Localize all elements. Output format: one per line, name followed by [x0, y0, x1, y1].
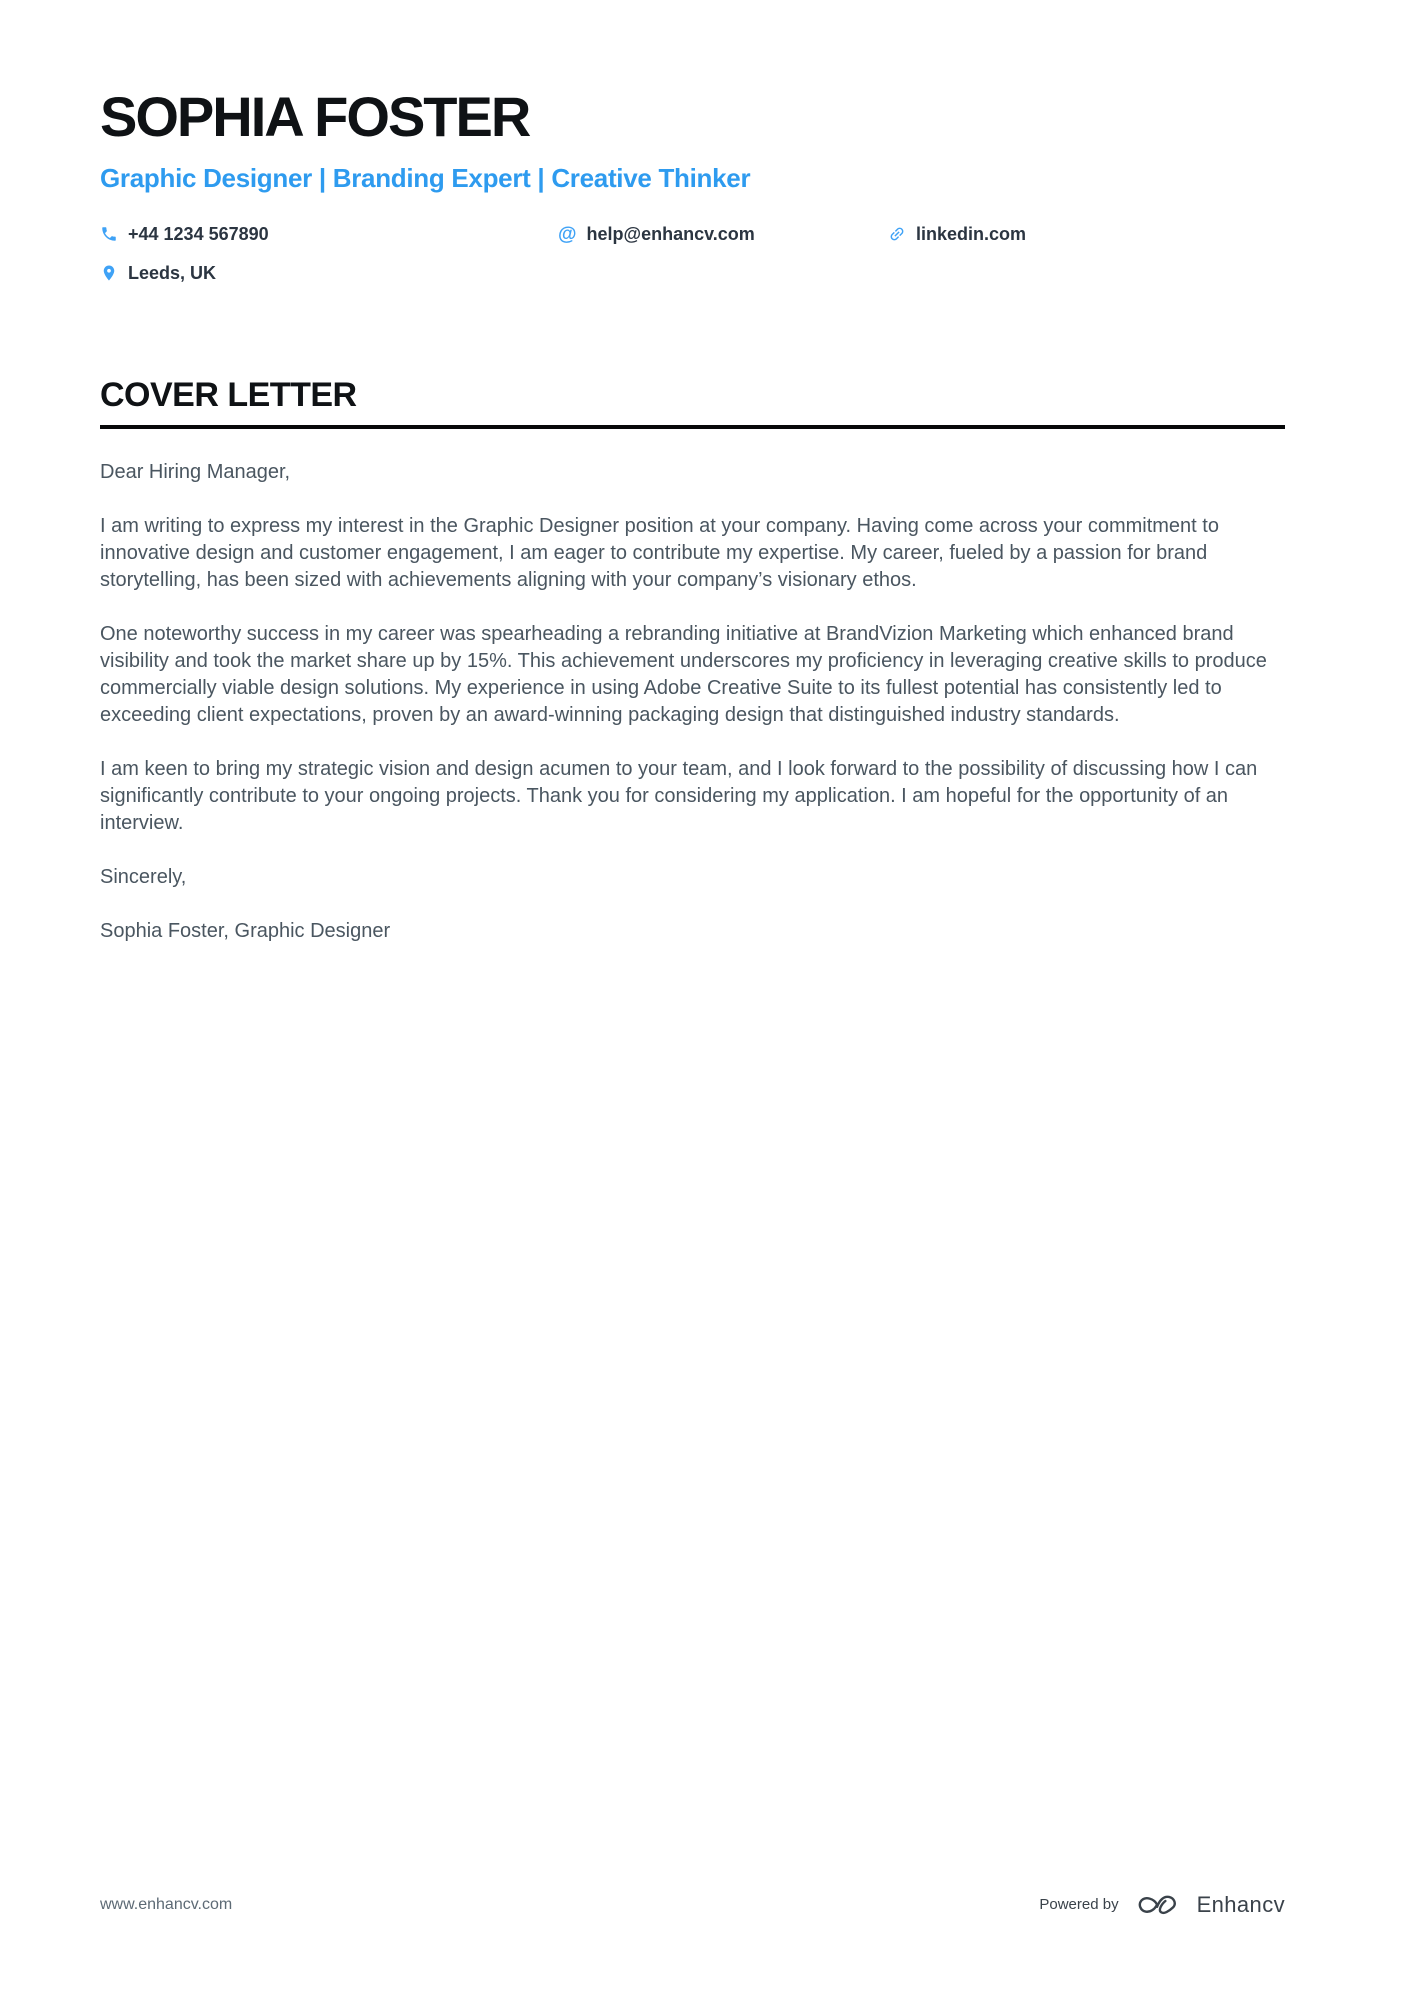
contact-location-label: Leeds, UK — [128, 262, 217, 283]
cover-letter-section — [100, 376, 1285, 945]
section-rule — [100, 425, 1285, 429]
letter-paragraph: One noteworthy success in my career was spearheading a rebranding initiative at BrandVizion Marketing which enhanced brand visibility and took the market share up by 15%. This achievement underscores my proficiency in leveraging creative skills to produce commercially viable design solutions. My experience in using Adobe Creative Suite to its fullest potential has consistently led to exceeding client expectations, proven by an award-winning packaging design that distinguished industry standards. — [100, 622, 1267, 726]
enhancv-logo — [1135, 1890, 1181, 1919]
powered-by-link[interactable] — [1039, 1890, 1285, 1919]
page-content — [0, 0, 1410, 945]
website-link[interactable]: www.enhancv.com — [100, 1895, 233, 1913]
contact-phone[interactable] — [100, 224, 558, 245]
person-name: SOPHIA FOSTER — [100, 85, 530, 148]
contact-linkedin[interactable] — [888, 224, 1285, 245]
section-heading: COVER LETTER — [100, 375, 357, 414]
letter-paragraph: I am keen to bring my strategic vision and design acumen to your team, and I look forward to the possibility of discussing how I can significantly contribute to your ongoing projects. Thank you for considering my application. I am hopeful for the opportunity of an interview. — [100, 757, 1258, 834]
powered-by-label: Powered by — [1039, 1896, 1119, 1913]
contact-location — [100, 263, 558, 284]
contact-linkedin-label: linkedin.com — [916, 223, 1027, 244]
letter-signature: Sophia Foster, Graphic Designer — [100, 919, 391, 942]
location-icon — [100, 264, 118, 282]
letter-paragraph: I am writing to express my interest in the Graphic Designer position at your company. Having come across your commitment to innovative design and customer engagement, I am eager to contribute my expertise. My career, fueled by a passion for brand storytelling, has been sized with achievements aligning with your company’s visionary ethos. — [100, 514, 1219, 591]
letter-body — [100, 459, 1285, 945]
contact-email[interactable] — [558, 224, 888, 245]
contact-row — [100, 224, 1285, 284]
person-title: Graphic Designer | Branding Expert | Creative Thinker — [100, 162, 751, 193]
header — [100, 85, 1285, 284]
phone-icon — [100, 225, 118, 243]
footer — [100, 1890, 1285, 1919]
salutation: Dear Hiring Manager, — [100, 460, 291, 483]
contact-phone-label: +44 1234 567890 — [128, 223, 269, 244]
at-icon: @ — [558, 223, 577, 245]
link-icon — [884, 222, 909, 247]
brand-name: Enhancv — [1196, 1891, 1285, 1917]
contact-email-label: help@enhancv.com — [586, 223, 755, 244]
letter-closing: Sincerely, — [100, 865, 187, 888]
